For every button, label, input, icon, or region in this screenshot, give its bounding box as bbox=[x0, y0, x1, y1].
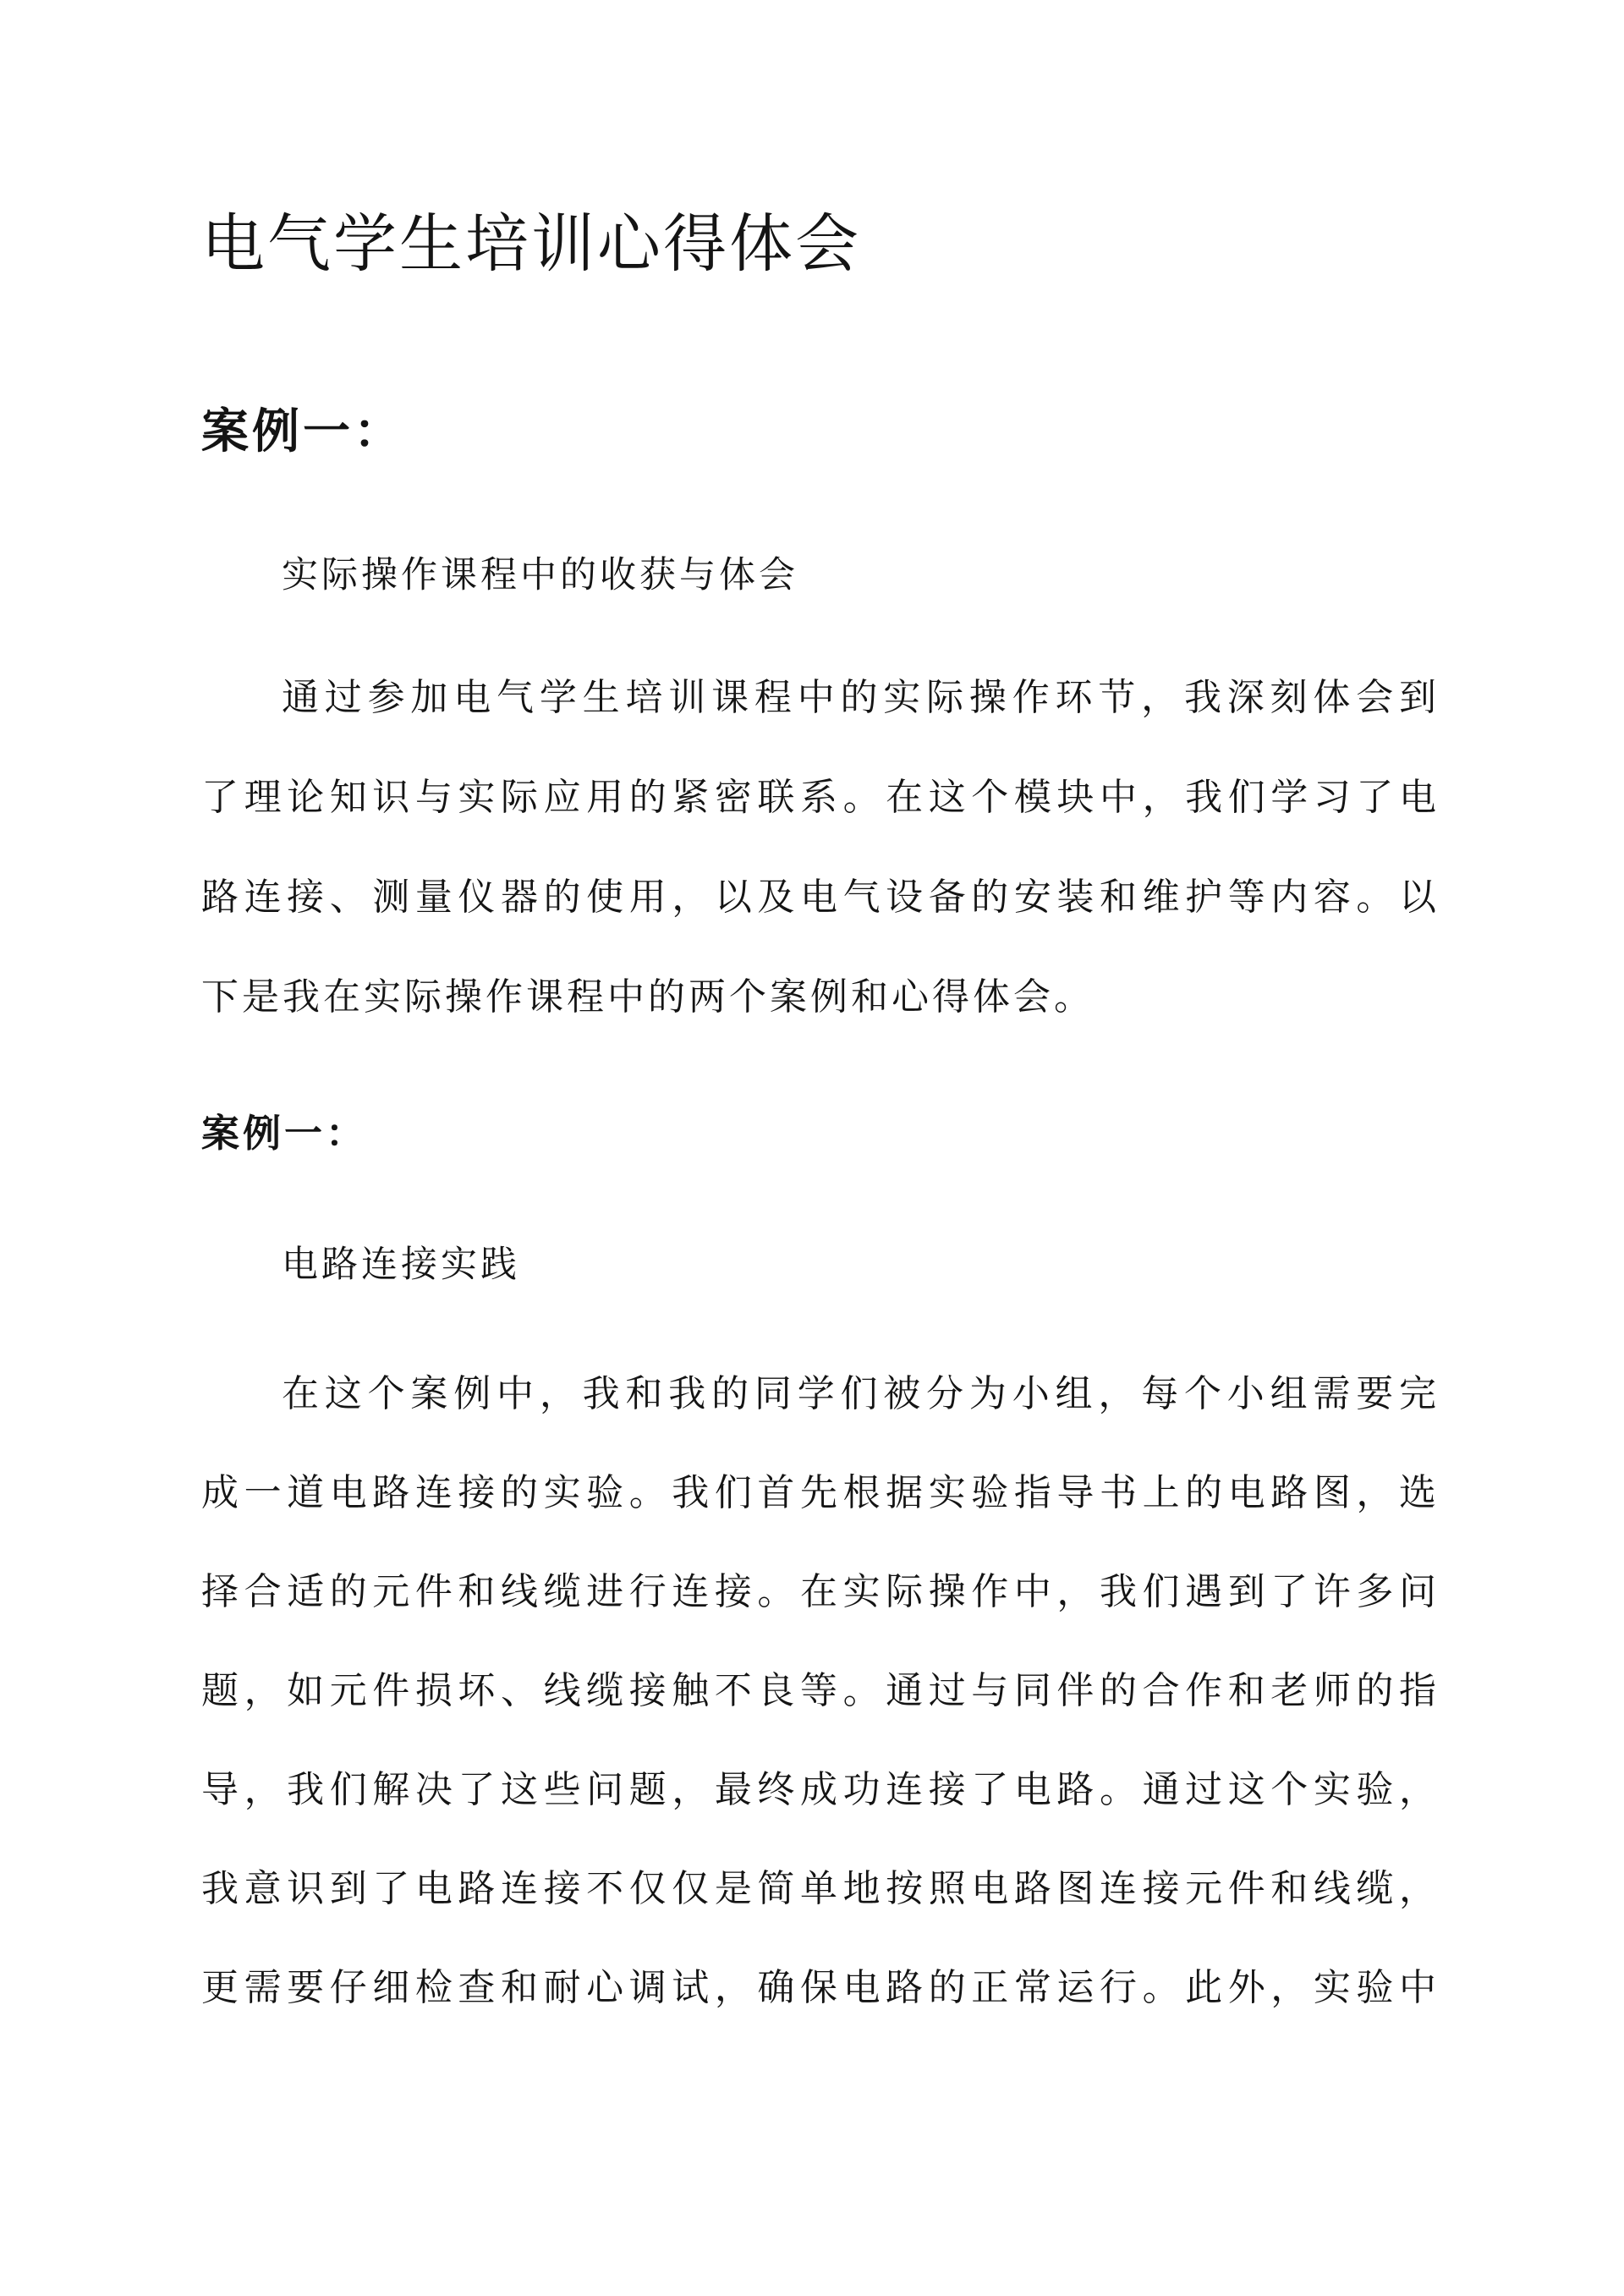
paragraph-line: 在这个案例中，我和我的同学们被分为小组，每个小组需要完 bbox=[282, 1372, 1436, 1415]
section-1-subheading: 实际操作课程中的收获与体会 bbox=[282, 554, 798, 596]
section-2-subheading: 电路连接实践 bbox=[282, 1244, 520, 1286]
paragraph-line: 导，我们解决了这些问题，最终成功连接了电路。通过这个实验， bbox=[201, 1768, 1436, 1811]
paragraph-line: 更需要仔细检查和耐心调试，确保电路的正常运行。此外，实验中 bbox=[201, 1966, 1436, 2009]
paragraph-line: 择合适的元件和线缆进行连接。在实际操作中，我们遇到了许多问 bbox=[201, 1570, 1436, 1613]
case-heading-top: 案例一： bbox=[201, 404, 404, 459]
paragraph-line: 成一道电路连接的实验。我们首先根据实验指导书上的电路图，选 bbox=[201, 1471, 1436, 1514]
paragraph-line: 题，如元件损坏、线缆接触不良等。通过与同伴的合作和老师的指 bbox=[201, 1669, 1436, 1712]
document-title: 电气学生培训心得体会 bbox=[201, 206, 862, 281]
paragraph-line: 下是我在实际操作课程中的两个案例和心得体会。 bbox=[201, 975, 1095, 1019]
paragraph-line: 路连接、测量仪器的使用，以及电气设备的安装和维护等内容。以 bbox=[201, 876, 1436, 919]
paragraph-line: 了理论知识与实际应用的紧密联系。在这个模块中，我们学习了电 bbox=[201, 776, 1436, 819]
case-heading: 案例一： bbox=[201, 1111, 368, 1156]
paragraph-line: 通过参加电气学生培训课程中的实际操作环节，我深刻体会到 bbox=[282, 676, 1436, 719]
section-2-paragraph bbox=[201, 1369, 1436, 2062]
paragraph-line: 我意识到了电路连接不仅仅是简单地按照电路图连接元件和线缆， bbox=[201, 1867, 1436, 1910]
section-1-paragraph bbox=[201, 673, 1436, 1072]
